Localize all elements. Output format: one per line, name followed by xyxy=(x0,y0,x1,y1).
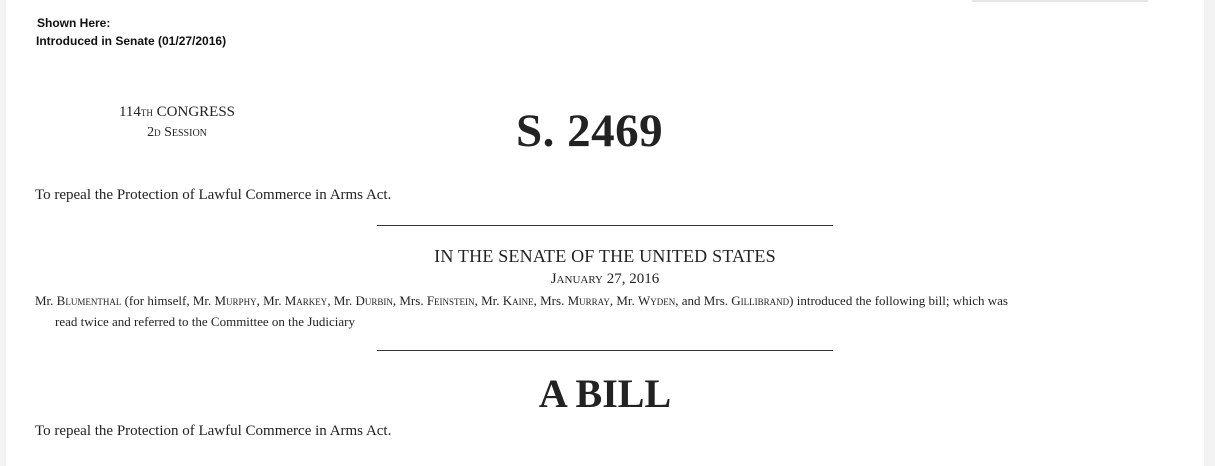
cosponsor-name: Wyden xyxy=(638,293,676,308)
action-text: , Mr. xyxy=(327,293,356,308)
cosponsor-name: Kaine xyxy=(502,293,534,308)
action-text: (for himself, Mr. xyxy=(121,293,215,308)
cosponsor-name: Murray xyxy=(567,293,610,308)
action-referral: read twice and referred to the Committee on the Judiciary xyxy=(55,314,355,329)
divider-rule xyxy=(377,350,833,351)
session-word: Session xyxy=(164,125,207,140)
cosponsor-name: Murphy xyxy=(214,293,257,308)
session-line xyxy=(100,122,254,143)
version-block xyxy=(36,14,226,50)
action-text: Mr. xyxy=(35,293,57,308)
cosponsor-name: Gillibrand xyxy=(731,293,790,308)
action-text: , Mr. xyxy=(474,293,503,308)
shown-here-label: Shown Here: xyxy=(37,16,111,30)
document-type-heading: A BILL xyxy=(538,371,672,416)
session-number: 2 xyxy=(147,125,155,140)
action-text: , and Mrs. xyxy=(675,293,732,308)
short-purpose: To repeal the Protection of Lawful Commerce in Arms Act. xyxy=(35,187,392,203)
congress-suffix: th xyxy=(140,104,153,119)
congress-session-block xyxy=(100,102,254,143)
chamber-heading: IN THE SENATE OF THE UNITED STATES xyxy=(434,246,776,266)
long-purpose: To repeal the Protection of Lawful Commerce in Arms Act. xyxy=(35,423,392,439)
divider-rule xyxy=(377,225,833,226)
introduction-date: January 27, 2016 xyxy=(550,271,660,287)
top-tab-edge xyxy=(972,0,1148,2)
sponsor-name: Blumenthal xyxy=(56,293,122,308)
action-text: , Mr. xyxy=(609,293,638,308)
congress-number: 114 xyxy=(118,104,141,120)
action-text: ) introduced the following bill; which was xyxy=(789,293,1008,308)
congress-word: CONGRESS xyxy=(156,104,236,120)
bill-document xyxy=(6,0,1204,466)
action-statement xyxy=(35,290,1185,332)
bill-number: S. 2469 xyxy=(516,105,664,157)
action-text: , Mrs. xyxy=(533,293,568,308)
session-suffix: d xyxy=(154,124,161,139)
cosponsor-name: Feinstein xyxy=(426,293,475,308)
action-text: , Mrs. xyxy=(392,293,427,308)
action-text: , Mr. xyxy=(256,293,285,308)
congress-line xyxy=(100,102,254,122)
cosponsor-name: Markey xyxy=(284,293,328,308)
version-label: Introduced in Senate (01/27/2016) xyxy=(36,34,227,48)
cosponsor-name: Durbin xyxy=(355,293,393,308)
